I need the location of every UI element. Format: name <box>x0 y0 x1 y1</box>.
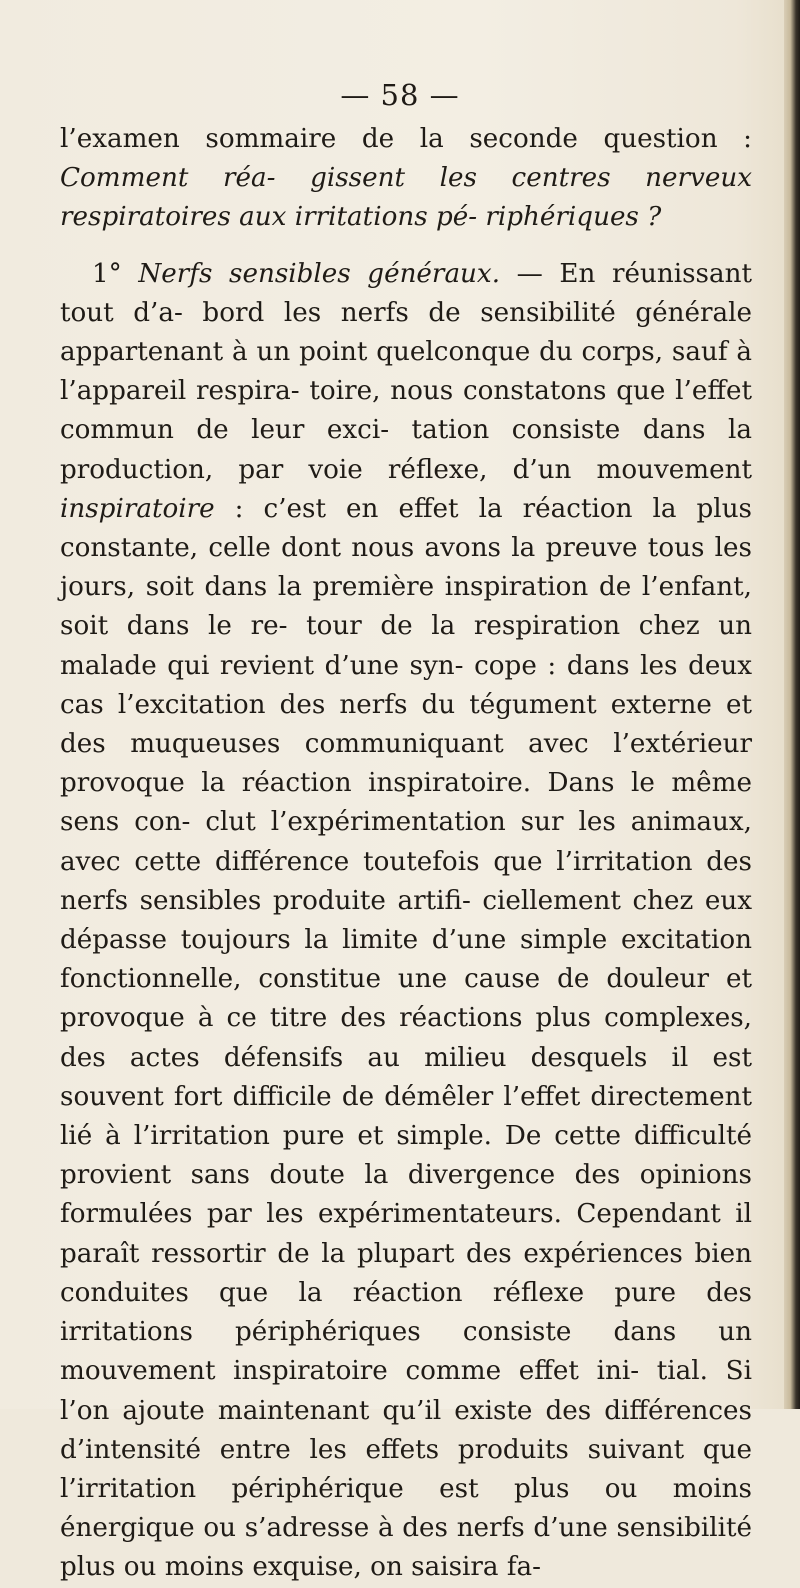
paragraph-2-text-b: : c’est en effet la réaction la plus constante, celle dont nous avons la preuve tous les jours, soit dans la première inspiration de l’enfant, soit dans le re- tour de la respiration chez un malade qui revient d’une syn- cope : dans les deux cas l’excitation des nerfs du tégument externe et des muqueuses communiquant avec l’extérieur provoque la réaction inspiratoire. Dans le même sens con- clut l’expérimentation sur les animaux, avec cette différence toutefois que l’irritation des nerfs sensibles produite artifi- ciellement chez eux dépasse toujours la limite d’une simple excitation fonctionnelle, constitue une cause de douleur et provoque à ce titre des réactions plus complexes, des actes défensifs au milieu desquels il est souvent fort difficile de démêler l’effet directement lié à l’irritation pure et simple. De cette difficulté provient sans doute la divergence des opinions formulées par les expérimentateurs. Cependant il paraît ressortir de la plupart des expériences bien conduites que la réaction réflexe pure des irritations périphériques consiste dans un mouvement inspiratoire comme effet ini- tial. Si l’on ajoute maintenant qu’il existe des différences d’intensité entre les effets produits suivant que l’irritation périphérique est plus ou moins énergique ou s’adresse à des nerfs d’une sensibilité plus ou moins exquise, on saisira fa- <box>60 493 752 1583</box>
paragraph-2-text-a: — En réunissant tout d’a- bord les nerfs de sensibilité générale appartenant à un point quelconque du corps, sauf à l’appareil respira- toire, nous constatons que l’effet commun de leur exci- tation consiste dans la production, par voie réflexe, d’un mouvement <box>60 258 752 485</box>
page-number: — 58 — <box>340 78 460 112</box>
body-text <box>60 120 752 1588</box>
question-title: Comment réa- gissent les centres nerveux respiratoires aux irritations pé- riphériques ? <box>60 163 752 233</box>
page-edge-shadow <box>784 0 800 1409</box>
paragraph-2 <box>60 255 752 1588</box>
section-heading: Nerfs sensibles généraux. <box>138 258 501 289</box>
section-number: 1° <box>92 258 139 289</box>
emphasis-inspiratoire: inspiratoire <box>60 493 215 524</box>
paragraph-1 <box>60 120 752 238</box>
paragraph-1-text: l’examen sommaire de la seconde question : <box>60 124 752 154</box>
